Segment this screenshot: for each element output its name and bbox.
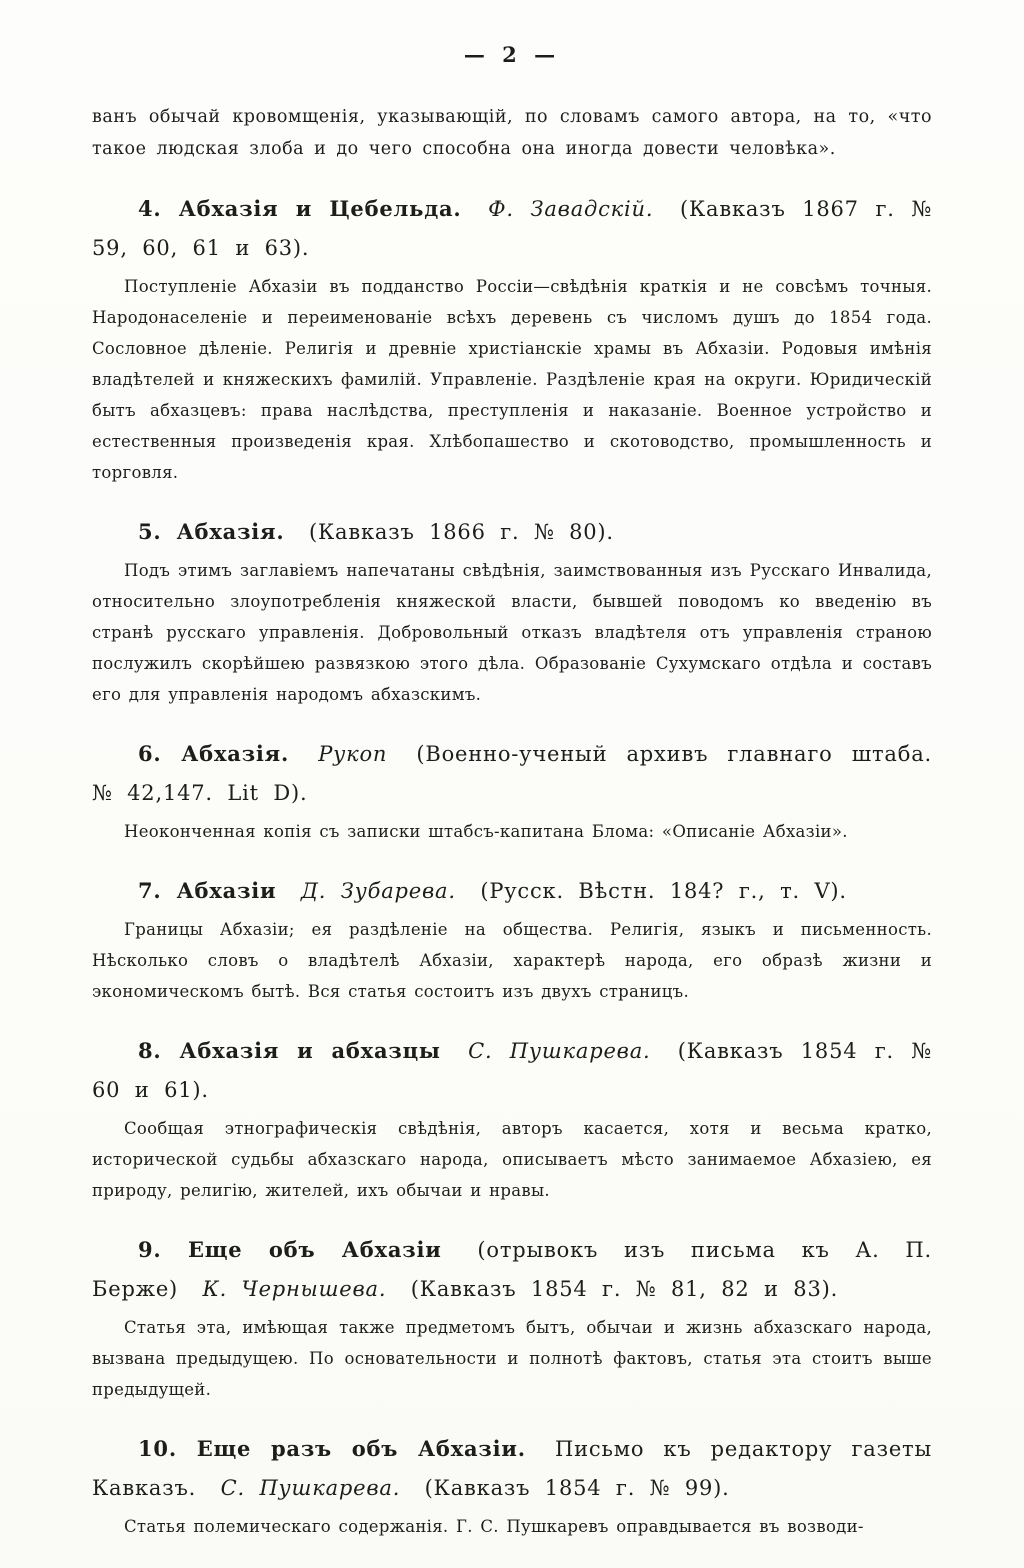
entry-annotation: Статья эта, имѣющая также предметомъ бытъ, обычаи и жизнь абхазскаго народа, вызвана предыдущею. По основательности и полнотѣ фактовъ, статья эта стоитъ выше предыдущей. [92,1318,932,1399]
bibliography-entry [92,1429,932,1542]
heading-segment: 7. Абхазіи [138,878,277,903]
bibliography-entry [92,512,932,710]
entry-annotation: Границы Абхазіи; ея раздѣленіе на общества. Религія, языкъ и письменность. Нѣсколько словъ о владѣтелѣ Абхазіи, характерѣ народа, его образѣ жизни и экономическомъ бытѣ. Вся статья состоитъ изъ двухъ страницъ. [92,920,932,1001]
entry-annotation: Статья полемическаго содержанія. Г. С. Пушкаревъ оправдывается въ возводи- [124,1517,864,1536]
entry-heading [92,1230,932,1309]
heading-segment: 5. Абхазія. [138,519,285,544]
heading-segment: (Кавказъ 1867 г. № 59, 60, 61 и 63). [92,197,932,260]
bibliography-entry [92,189,932,488]
entry-heading [92,871,932,911]
heading-segment: (Кавказъ 1866 г. № 80). [308,520,614,544]
entry-heading [92,189,932,268]
heading-segment: (отрывокъ изъ письма къ А. П. Берже) [92,1238,932,1301]
bibliography-entries [92,189,932,1542]
heading-segment: С. Пушкарева. [468,1039,651,1063]
continuation-paragraph: ванъ обычай кровомщенія, указывающій, по словамъ самого автора, на то, «что такое людская злоба и до чего способна она иногда довести человѣка». [92,107,932,159]
heading-segment: (Кавказъ 1854 г. № 81, 82 и 83). [410,1277,839,1301]
heading-segment: К. Чернышева. [202,1277,387,1301]
page-number: — 2 — [463,42,561,67]
heading-segment: (Кавказъ 1854 г. № 60 и 61). [92,1039,932,1102]
heading-segment: 6. Абхазія. [138,741,290,766]
entry-annotation: Сообщая этнографическія свѣдѣнія, авторъ касается, хотя и весьма кратко, исторической судьбы абхазскаго народа, описываетъ мѣсто занимаемое Абхазіею, ея природу, религію, жителей, ихъ обычаи и нравы. [92,1119,932,1200]
entry-heading [92,734,932,813]
bibliography-entry [92,871,932,1007]
heading-segment: (Военно-ученый архивъ главнаго штаба. № 42,147. Lit D). [92,742,932,805]
entry-heading [92,1429,932,1508]
entry-annotation: Подъ этимъ заглавіемъ напечатаны свѣдѣнія, заимствованныя изъ Русскаго Инвалида, относительно злоупотребленія княжеской власти, бывшей поводомъ ко введенію въ странѣ русскаго управленія. Добровольный отказъ владѣтеля отъ управленія страною послужилъ скорѣйшею развязкою этого дѣла. Образованіе Сухумскаго отдѣла и составъ его для управленія народомъ абхазскимъ. [92,561,932,704]
bibliography-entry [92,1230,932,1405]
heading-segment: Рукоп [318,742,388,766]
bibliography-entry [92,1031,932,1206]
heading-segment: (Русск. Вѣстн. 184? г., т. V). [480,879,847,903]
entry-annotation: Неоконченная копія съ записки штабсъ-капитана Блома: «Описаніе Абхазіи». [124,822,848,841]
heading-segment: 10. Еще разъ объ Абхазіи. [138,1436,526,1461]
entry-annotation: Поступленіе Абхазіи въ подданство Россіи—свѣдѣнія краткія и не совсѣмъ точныя. Народонаселеніе и переименованіе всѣхъ деревень съ числомъ душъ до 1854 года. Сословное дѣленіе. Религія и древніе христіанскіе храмы въ Абхазіи. Родовыя имѣнія владѣтелей и княжескихъ фамилій. Управленіе. Раздѣленіе края на округи. Юридическій бытъ абхазцевъ: права наслѣдства, преступленія и наказаніе. Военное устройство и естественныя произведенія края. Хлѣбопашество и скотоводство, промышленность и торговля. [92,277,932,482]
heading-segment: 8. Абхазія и абхазцы [138,1038,441,1063]
entry-heading [92,1031,932,1110]
entry-heading [92,512,932,552]
heading-segment: 4. Абхазія и Цебельда. [138,196,462,221]
heading-segment: Д. Зубарева. [300,879,456,903]
bibliography-entry [92,734,932,847]
heading-segment: (Кавказъ 1854 г. № 99). [424,1476,730,1500]
heading-segment: С. Пушкарева. [220,1476,401,1500]
heading-segment: 9. Еще объ Абхазіи [138,1237,442,1262]
heading-segment: Ф. Завадскій. [488,197,654,221]
heading-segment: Письмо къ редактору газеты Кавказъ. [92,1437,932,1500]
